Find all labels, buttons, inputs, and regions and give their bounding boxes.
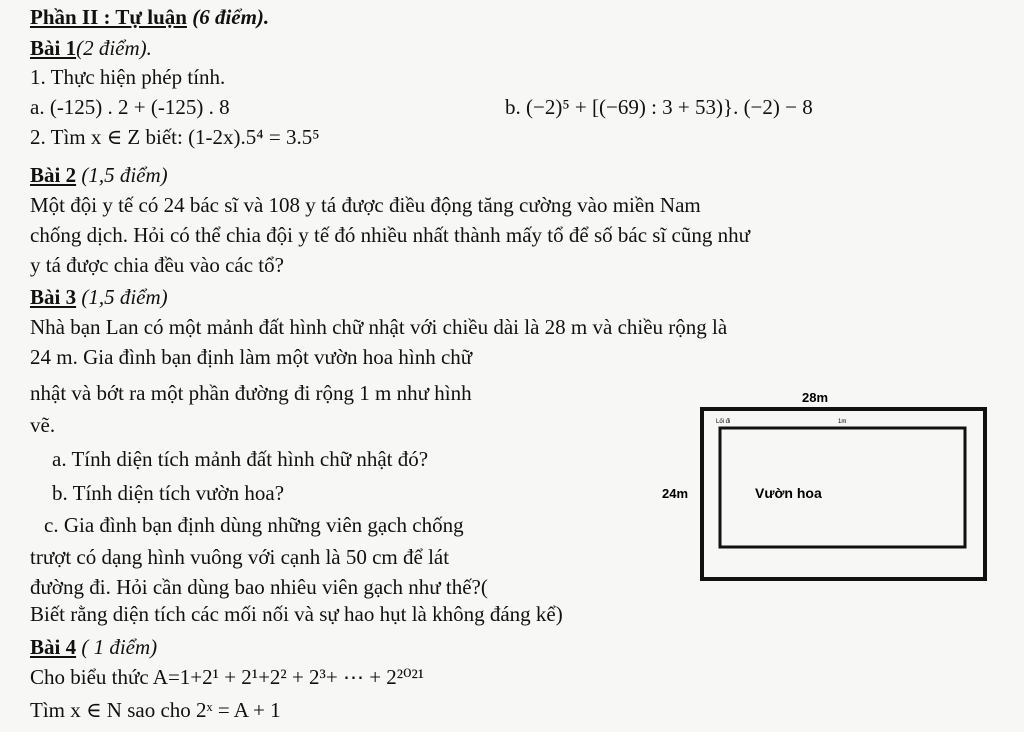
bai2-line2: chống dịch. Hỏi có thể chia đội y tế đó nhiều nhất thành mấy tổ để số bác sĩ cũng như: [30, 223, 750, 247]
bai1-line2: 2. Tìm x ∈ Z biết: (1-2x).5⁴ = 3.5⁵: [30, 125, 320, 149]
bai3-line1: Nhà bạn Lan có một mảnh đất hình chữ nhật với chiều dài là 28 m và chiều rộng là: [30, 315, 728, 339]
bai4-line2: Tìm x ∈ N sao cho 2ˣ = A + 1: [30, 698, 281, 722]
bai3-line4: vẽ.: [30, 413, 56, 437]
bai2-line3: y tá được chia đều vào các tổ?: [30, 253, 284, 277]
bai1-heading: [30, 35, 152, 61]
bai2-line1: Một đội y tế có 24 bác sĩ và 108 y tá được điều động tăng cường vào miền Nam: [30, 193, 701, 217]
width-label: 24m: [662, 486, 689, 501]
bai3-line3: nhật và bớt ra một phần đường đi rộng 1 m như hình: [30, 381, 472, 405]
bai3-part-c4: Biết rằng diện tích các mối nối và sự hao hụt là không đáng kể): [30, 602, 563, 626]
path-label: Lối đi: [716, 419, 731, 425]
part2-title: Phần II : Tự luận: [30, 5, 187, 29]
bai3-part-a: a. Tính diện tích mảnh đất hình chữ nhật đó?: [52, 447, 429, 471]
bai1-line1: 1. Thực hiện phép tính.: [30, 65, 226, 89]
bai2-heading: [30, 162, 168, 188]
bai2-title: Bài 2: [30, 163, 77, 187]
outer-land-rect: [702, 409, 985, 579]
bai3-line2: 24 m. Gia đình bạn định làm một vườn hoa hình chữ: [30, 345, 473, 369]
bai3-part-b: b. Tính diện tích vườn hoa?: [52, 481, 285, 505]
path-width-label: 1m: [838, 419, 847, 425]
bai4-heading: [30, 634, 157, 660]
bai4-line1: Cho biểu thức A=1+2¹ + 2¹+2² + 2³+ ⋯ + 2²⁰²¹: [30, 665, 425, 689]
bai3-title: Bài 3: [30, 285, 77, 309]
part2-points: (6 điểm).: [192, 5, 270, 29]
bai1-title: Bài 1: [30, 36, 77, 60]
bai1-part-b: b. (−2)⁵ + [(−69) : 3 + 53)}. (−2) − 8: [505, 95, 813, 119]
bai3-heading: [30, 284, 168, 310]
bai1-part-a: a. (-125) . 2 + (-125) . 8: [30, 95, 230, 119]
garden-figure: [660, 392, 990, 582]
bai4-points: ( 1 điểm): [81, 635, 158, 659]
bai3-part-c1: c. Gia đình bạn định dùng những viên gạch chống: [44, 513, 464, 537]
part2-heading: [30, 4, 269, 30]
garden-label: Vườn hoa: [755, 485, 822, 501]
bai3-points: (1,5 điểm): [81, 285, 168, 309]
bai1-points: (2 điểm).: [76, 36, 152, 60]
bai4-title: Bài 4: [30, 635, 77, 659]
bai2-points: (1,5 điểm): [81, 163, 168, 187]
bai3-part-c3: đường đi. Hỏi cần dùng bao nhiêu viên gạch như thế?(: [30, 575, 488, 599]
length-label: 28m: [801, 392, 829, 405]
bai3-part-c2: trượt có dạng hình vuông với cạnh là 50 cm để lát: [30, 545, 450, 569]
